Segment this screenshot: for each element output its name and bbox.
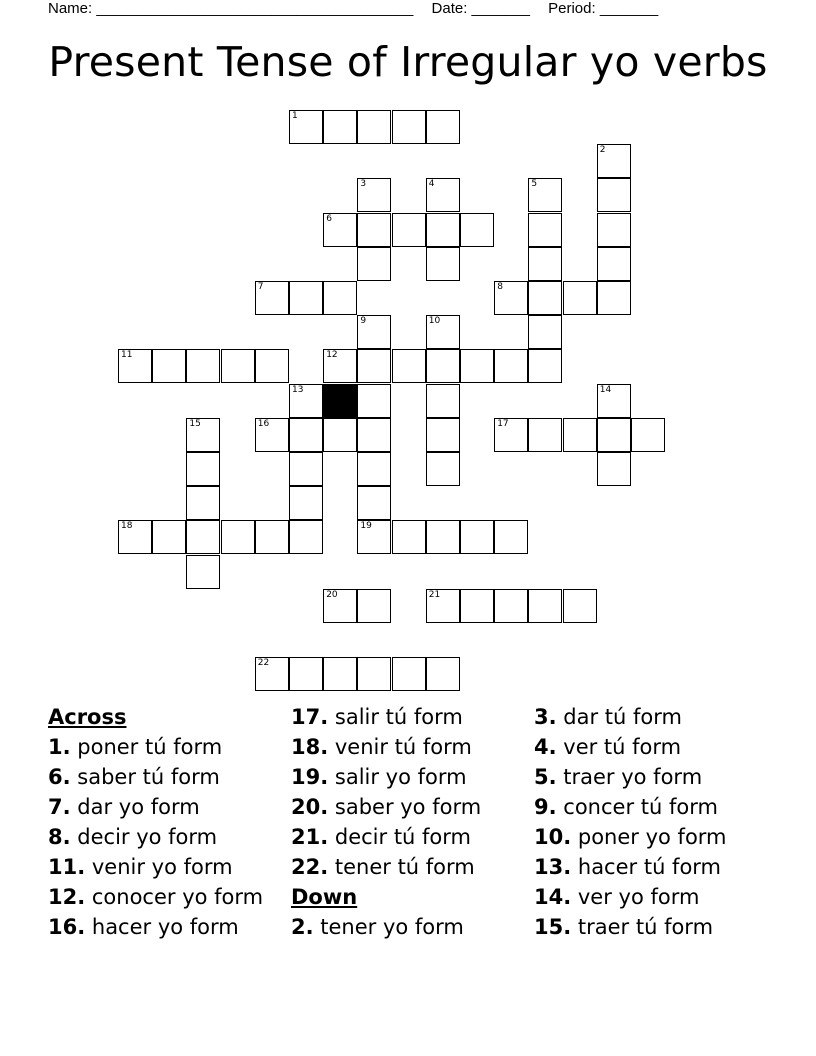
crossword-cell[interactable] (460, 213, 494, 247)
crossword-cell[interactable] (494, 589, 528, 623)
crossword-cell[interactable] (426, 178, 460, 212)
clue-item-number: 21. (291, 825, 329, 849)
clue-item-text: decir tú form (328, 825, 471, 849)
crossword-cell[interactable] (357, 213, 391, 247)
clue-item (48, 732, 263, 762)
clue-item-text: conocer yo form (85, 885, 264, 909)
clue-item-number: 15. (534, 915, 572, 939)
clue-item (48, 912, 263, 942)
clue-item (291, 822, 481, 852)
clue-number: 10 (428, 316, 441, 327)
crossword-cell[interactable] (426, 657, 460, 691)
clue-number: 8 (497, 282, 503, 292)
across-clue-list (48, 732, 263, 942)
crossword-cell[interactable] (392, 110, 426, 144)
clue-item-text: poner yo form (571, 825, 727, 849)
crossword-cell[interactable] (460, 349, 494, 383)
crossword-cell[interactable] (528, 281, 562, 315)
clue-item-number: 9. (534, 795, 557, 819)
clue-number: 1 (292, 111, 298, 121)
crossword-cell[interactable] (357, 110, 391, 144)
crossword-cell[interactable] (221, 520, 255, 554)
clue-number: 17 (497, 418, 509, 429)
clue-item-text: saber tú form (70, 765, 220, 789)
crossword-cell[interactable] (563, 281, 597, 315)
crossword-cell[interactable] (357, 520, 391, 554)
crossword-cell[interactable] (563, 418, 597, 452)
crossword-cell[interactable] (186, 555, 220, 589)
crossword-cell[interactable] (289, 486, 323, 520)
clue-item-number: 1. (48, 735, 71, 759)
crossword-cell[interactable] (323, 281, 357, 315)
crossword-cell[interactable] (357, 384, 391, 418)
clue-item (534, 702, 727, 732)
crossword-cell[interactable] (255, 520, 289, 554)
crossword-cell[interactable] (323, 418, 357, 452)
clue-item-number: 19. (291, 765, 329, 789)
clue-item-text: decir yo form (70, 825, 218, 849)
crossword-cell[interactable] (255, 281, 289, 315)
crossword-cell[interactable] (323, 657, 357, 691)
crossword-cell[interactable] (494, 349, 528, 383)
crossword-cell[interactable] (357, 418, 391, 452)
crossword-cell[interactable] (289, 657, 323, 691)
crossword-cell[interactable] (494, 281, 528, 315)
crossword-cell[interactable] (528, 418, 562, 452)
clues-column-3 (534, 702, 727, 942)
crossword-cell[interactable] (323, 213, 357, 247)
crossword-cell[interactable] (528, 213, 562, 247)
clue-number: 9 (360, 316, 367, 327)
crossword-cell[interactable] (392, 213, 426, 247)
crossword-cell[interactable] (494, 520, 528, 554)
clue-item-number: 12. (48, 885, 86, 909)
crossword-cell[interactable] (597, 418, 631, 452)
crossword-cell[interactable] (426, 384, 460, 418)
crossword-cell[interactable] (152, 520, 186, 554)
clue-item-text: venir yo form (85, 855, 233, 879)
crossword-cell[interactable] (186, 418, 220, 452)
crossword-cell[interactable] (597, 247, 631, 281)
crossword-cell[interactable] (597, 213, 631, 247)
clue-item-number: 4. (534, 735, 557, 759)
clues-column-2 (291, 702, 481, 942)
crossword-cell[interactable] (357, 349, 391, 383)
down-heading: Down (291, 885, 358, 909)
crossword-cell[interactable] (118, 349, 152, 383)
crossword-cell[interactable] (289, 452, 323, 486)
clues-column-1 (48, 702, 263, 942)
clue-item-text: traer tú form (571, 915, 714, 939)
crossword-cell[interactable] (426, 452, 460, 486)
clue-item-text: hacer tú form (571, 855, 722, 879)
clue-item-number: 16. (48, 915, 86, 939)
period-field[interactable]: Period: _______ (548, 0, 659, 17)
clue-item-text: ver yo form (571, 885, 700, 909)
crossword-cell[interactable] (323, 110, 357, 144)
clue-item-number: 17. (291, 705, 329, 729)
clue-item-number: 8. (48, 825, 71, 849)
clue-number: 11 (121, 350, 133, 361)
clue-number: 15 (189, 418, 201, 429)
clue-number: 13 (292, 384, 304, 395)
clue-item-text: dar yo form (70, 795, 200, 819)
clue-item (48, 822, 263, 852)
clue-item (291, 792, 481, 822)
crossword-cell[interactable] (528, 349, 562, 383)
crossword-cell[interactable] (426, 247, 460, 281)
clue-item-number: 7. (48, 795, 71, 819)
crossword-cell[interactable] (357, 486, 391, 520)
clue-item (534, 852, 727, 882)
clue-item-text: traer yo form (556, 765, 703, 789)
crossword-cell[interactable] (426, 589, 460, 623)
crossword-cell[interactable] (426, 418, 460, 452)
clue-item-text: dar tú form (556, 705, 682, 729)
clue-item-number: 18. (291, 735, 329, 759)
clue-item-number: 3. (534, 705, 557, 729)
crossword-cell[interactable] (289, 384, 323, 418)
crossword-cell[interactable] (186, 349, 220, 383)
page-title: Present Tense of Irregular yo verbs (48, 38, 768, 86)
clue-number: 6 (326, 213, 332, 224)
clue-item-text: tener tú form (328, 855, 475, 879)
clue-item-number: 5. (534, 765, 557, 789)
clue-item (291, 912, 481, 942)
crossword-cell[interactable] (392, 349, 426, 383)
crossword-cell[interactable] (323, 589, 357, 623)
clue-item (534, 792, 727, 822)
crossword-cell[interactable] (528, 589, 562, 623)
crossword-cell[interactable] (357, 452, 391, 486)
crossword-cell[interactable] (289, 110, 323, 144)
clue-item-number: 11. (48, 855, 86, 879)
crossword-cell[interactable] (221, 349, 255, 383)
clue-number: 3 (360, 179, 367, 190)
clue-number: 16 (257, 418, 270, 429)
clue-item-number: 6. (48, 765, 71, 789)
across-clue-list-continued (291, 702, 481, 882)
clue-item (48, 792, 263, 822)
clue-item-text: concer tú form (556, 795, 718, 819)
clue-item (534, 882, 727, 912)
clue-item-text: saber yo form (328, 795, 482, 819)
clue-number: 4 (428, 179, 435, 190)
crossword-cell[interactable] (186, 486, 220, 520)
crossword-cell[interactable] (255, 418, 289, 452)
crossword-cell[interactable] (597, 178, 631, 212)
clue-item-text: salir tú form (328, 705, 463, 729)
crossword-cell[interactable] (460, 589, 494, 623)
crossword-cell[interactable] (597, 281, 631, 315)
crossword-cell[interactable] (631, 418, 665, 452)
crossword-cell[interactable] (357, 657, 391, 691)
crossword-cell[interactable] (426, 349, 460, 383)
crossword-cell[interactable] (597, 144, 631, 178)
clue-item-number: 22. (291, 855, 329, 879)
name-field[interactable]: Name: ______________________________________ (48, 0, 414, 17)
clue-number: 21 (428, 589, 441, 600)
crossword-cell[interactable] (357, 178, 391, 212)
across-heading: Across (48, 705, 127, 729)
crossword-cell[interactable] (426, 315, 460, 349)
clue-item-number: 20. (291, 795, 329, 819)
clue-number: 5 (531, 179, 538, 190)
clue-item-text: ver tú form (556, 735, 682, 759)
clue-item (48, 852, 263, 882)
crossword-cell[interactable] (392, 657, 426, 691)
crossword-cell[interactable] (289, 418, 323, 452)
crossword-cell[interactable] (528, 315, 562, 349)
clue-item (48, 762, 263, 792)
clue-item (534, 912, 727, 942)
crossword-cell[interactable] (392, 520, 426, 554)
crossword-cell[interactable] (289, 281, 323, 315)
date-field[interactable]: Date: _______ (431, 0, 530, 17)
crossword-black-cell (323, 384, 357, 418)
clue-item (291, 702, 481, 732)
crossword-cell[interactable] (357, 315, 391, 349)
clue-item (534, 762, 727, 792)
clue-number: 2 (599, 145, 606, 156)
crossword-cell[interactable] (186, 520, 220, 554)
down-clue-list (291, 912, 481, 942)
crossword-cell[interactable] (255, 657, 289, 691)
clue-item (291, 852, 481, 882)
crossword-cell[interactable] (528, 247, 562, 281)
clue-item-number: 13. (534, 855, 572, 879)
crossword-cell[interactable] (152, 349, 186, 383)
clue-number: 20 (326, 589, 338, 600)
clue-number: 18 (121, 521, 133, 532)
crossword-cell[interactable] (255, 349, 289, 383)
crossword-cell[interactable] (563, 589, 597, 623)
crossword-cell[interactable] (494, 418, 528, 452)
clue-item (534, 822, 727, 852)
down-clue-list-continued (534, 702, 727, 942)
clue-item-number: 10. (534, 825, 572, 849)
clue-item-text: poner tú form (70, 735, 223, 759)
clue-number: 12 (326, 350, 338, 361)
clue-item-text: salir yo form (328, 765, 467, 789)
clue-item (48, 882, 263, 912)
clue-number: 22 (257, 658, 270, 669)
crossword-cell[interactable] (597, 452, 631, 486)
clue-item-text: tener yo form (313, 915, 464, 939)
clue-item (291, 732, 481, 762)
crossword-cell[interactable] (597, 384, 631, 418)
crossword-cell[interactable] (460, 520, 494, 554)
crossword-cell[interactable] (357, 589, 391, 623)
crossword-cell[interactable] (186, 452, 220, 486)
clue-number: 7 (257, 282, 264, 292)
clue-number: 14 (599, 384, 612, 395)
crossword-cell[interactable] (426, 110, 460, 144)
crossword-cell[interactable] (289, 520, 323, 554)
clue-item (291, 762, 481, 792)
crossword-cell[interactable] (528, 178, 562, 212)
crossword-cell[interactable] (323, 349, 357, 383)
crossword-cell[interactable] (118, 520, 152, 554)
crossword-cell[interactable] (426, 213, 460, 247)
clue-item-text: hacer yo form (85, 915, 239, 939)
clue-item-number: 2. (291, 915, 314, 939)
clue-number: 19 (360, 521, 372, 532)
crossword-cell[interactable] (357, 247, 391, 281)
crossword-cell[interactable] (426, 520, 460, 554)
clue-item-text: venir tú form (328, 735, 472, 759)
clue-item (534, 732, 727, 762)
clue-item-number: 14. (534, 885, 572, 909)
